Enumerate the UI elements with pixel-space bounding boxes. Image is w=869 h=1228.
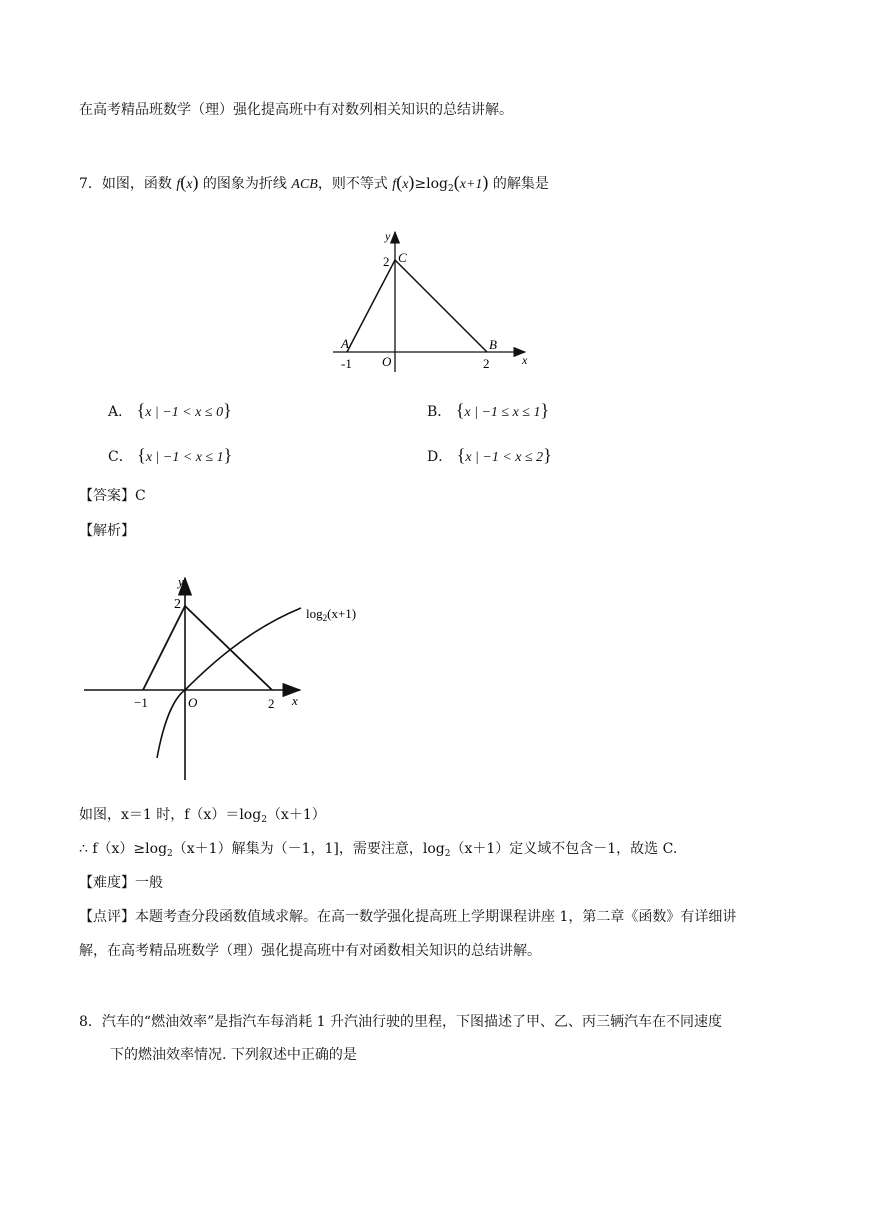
q7-number: 7． [79, 176, 102, 192]
q8-line-1: 8．汽车的“燃油效率”是指汽车每消耗 1 升汽油行驶的里程，下图描述了甲、乙、丙三辆汽车在不同速度 [79, 1014, 723, 1030]
answer-line [79, 486, 146, 506]
fig2-polyline [143, 606, 272, 690]
fig1-label-b: B [489, 337, 497, 352]
solution-line-1: 如图，x＝1 时，$f(x)=\log_2(x+1)$ [79, 807, 326, 825]
option-b: B． {x | −1 ≤ x ≤ 1} [427, 400, 550, 420]
q7-acb: ACB [291, 177, 318, 192]
option-a: A． {x | −1 < x ≤ 0} [108, 400, 232, 420]
option-d: D． {x | −1 < x ≤ 2} [427, 445, 552, 465]
fig2-label-o: O [188, 695, 198, 710]
q8-number: 8． [79, 1014, 102, 1030]
fig2-tick-2-y: 2 [174, 597, 181, 612]
q7-geq-log: ≥log [414, 176, 449, 192]
answer-tag: 【答案】 [79, 488, 135, 504]
q7-f: f [176, 177, 181, 192]
q7-text-a: 如图，函数 [101, 176, 177, 192]
comment-tag: 【点评】 [79, 909, 135, 925]
q7-x: x [186, 177, 193, 192]
option-a-set: x | −1 < x ≤ 0 [145, 405, 224, 420]
difficulty-tag: 【难度】 [79, 875, 135, 891]
q7-log-base: 2 [448, 184, 454, 194]
fig2-log-curve [157, 608, 301, 758]
comment-line-1: 【点评】本题考查分段函数值域求解。在高一数学强化提高班上学期课程讲座 1，第二章《函数》有详细讲 [79, 909, 737, 925]
option-c: C． {x | −1 < x ≤ 1} [108, 445, 233, 465]
fig1-label-a: A [341, 336, 349, 351]
fig2-curve-label: $\log_2(x+1)$ [306, 606, 357, 623]
fig2-y-label: y [178, 574, 184, 589]
fig1-label-c: C [398, 250, 407, 265]
difficulty-value: 一般 [135, 875, 163, 891]
q7-text-d: 的解集是 [488, 176, 549, 192]
figure-2-solution-graph [82, 570, 382, 785]
q7-text-b: 的图象为折线 [198, 176, 292, 192]
difficulty-line [79, 873, 163, 893]
comment-line-2: 解，在高考精品班数学（理）强化提高班中有对函数相关知识的总结讲解。 [79, 943, 541, 959]
q7-arg: x+1 [459, 177, 483, 192]
fig1-tick-2-x: 2 [483, 356, 490, 371]
intro-line: 在高考精品班数学（理）强化提高班中有对数列相关知识的总结讲解。 [79, 102, 513, 118]
fig1-y-label: y [385, 229, 391, 243]
q7-stem: 7．如图，函数 f(x) 的图象为折线 ACB，则不等式 $f(x)\ge\log_2(x+1)$ 的解集是 [79, 172, 549, 194]
fig1-tick-2-y: 2 [383, 254, 390, 269]
option-c-set: x | −1 < x ≤ 1 [145, 450, 224, 465]
q7-text-c: ，则不等式 [317, 176, 393, 192]
option-b-set: x | −1 ≤ x ≤ 1 [464, 405, 541, 420]
solution-line-2: ∴ $f(x)\ge\log_2(x+1)$解集为（－1，1]，需要注意，$\log_2(x+1)$定义域不包含－1，故选 C. [79, 841, 678, 859]
option-d-set: x | −1 < x ≤ 2 [465, 450, 544, 465]
fig1-polyline [347, 260, 487, 352]
fig1-x-label: x [522, 353, 528, 367]
answer-value: C [135, 488, 146, 504]
fig2-x-label: x [292, 693, 298, 708]
fig2-tick-2-x: 2 [268, 696, 275, 711]
analysis-tag: 【解析】 [79, 523, 135, 539]
q8-line-2: 下的燃油效率情况. 下列叙述中正确的是 [110, 1047, 357, 1063]
figure-1-polyline-acb [325, 222, 535, 377]
fig1-tick-neg1: -1 [341, 356, 352, 371]
fig2-tick-neg1: −1 [134, 695, 148, 710]
fig1-label-o: O [382, 354, 392, 369]
